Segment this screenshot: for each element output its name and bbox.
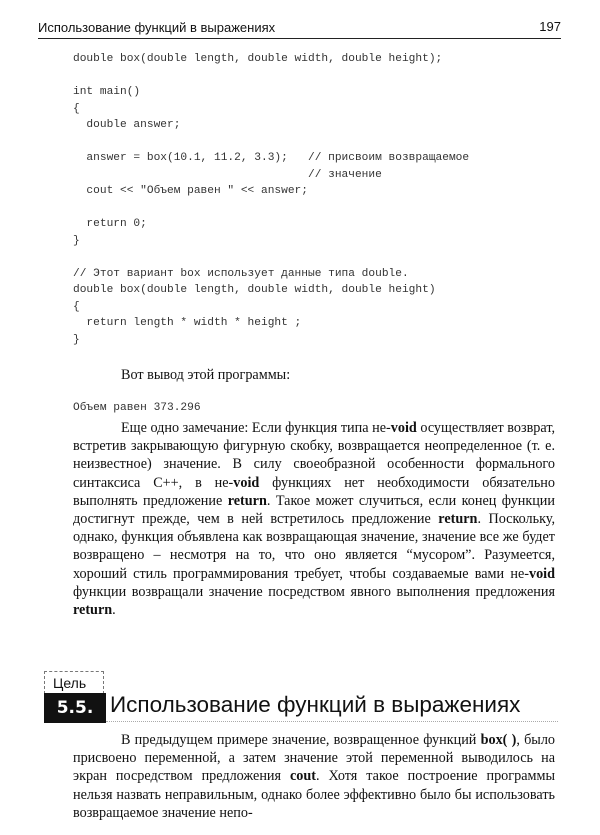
section-divider [106, 721, 558, 722]
output-intro-text: Вот вывод этой программы: [121, 367, 291, 383]
program-output: Объем равен 373.296 [73, 402, 201, 414]
section-title: Использование функций в выражениях [110, 692, 521, 717]
code-listing: double box(double length, double width, double height); int main() { double answer; answer = box(10.1, 11.2, 3.3); // присвоим возвращаемое // значение cout << "Объем равен " << answer; return 0; } // Этот вариант box использует данные типа double. double box(double length, double width, double height) { return length * width * height ; } [73, 53, 470, 346]
section-number: 5.5. [44, 693, 106, 723]
note-paragraph: Еще одно замечание: Если функция типа не-void осуществляет возврат, встретив закрывающую фигурную скобку, возвращается неопределенное (т. е. неизвестное) значение. В силу своеобразной особенности формального синтаксиса C++, в не-void функциях нет необходимости обязательно выполнять предложение return. Такое может случиться, если конец функции достигнут прежде, чем в ней встретилось предложение return. Поскольку, однако, функция объявлена как возвращающая значение, значение все же будет возвращено – несмотря на то, что оно является “мусором”. Разумеется, хороший стиль программирования требует, чтобы создаваемые вами не-void функции возвращали значение посредством явного выполнения предложения return. [73, 420, 555, 619]
running-header [38, 18, 561, 39]
section-paragraph: В предыдущем примере значение, возвращенное функций box( ), было присвоено переменной, а затем значение этой переменной выводилось на экран посредством предложения cout. Хотя такое построение программы нельзя назвать неправильным, однако более эффективно было бы использовать возвращаемое значение непо- [73, 732, 555, 821]
running-header-title: Использование функций в выражениях [38, 20, 276, 35]
goal-tag [44, 671, 104, 694]
page-number: 197 [539, 19, 561, 34]
goal-label: Цель [53, 675, 87, 691]
